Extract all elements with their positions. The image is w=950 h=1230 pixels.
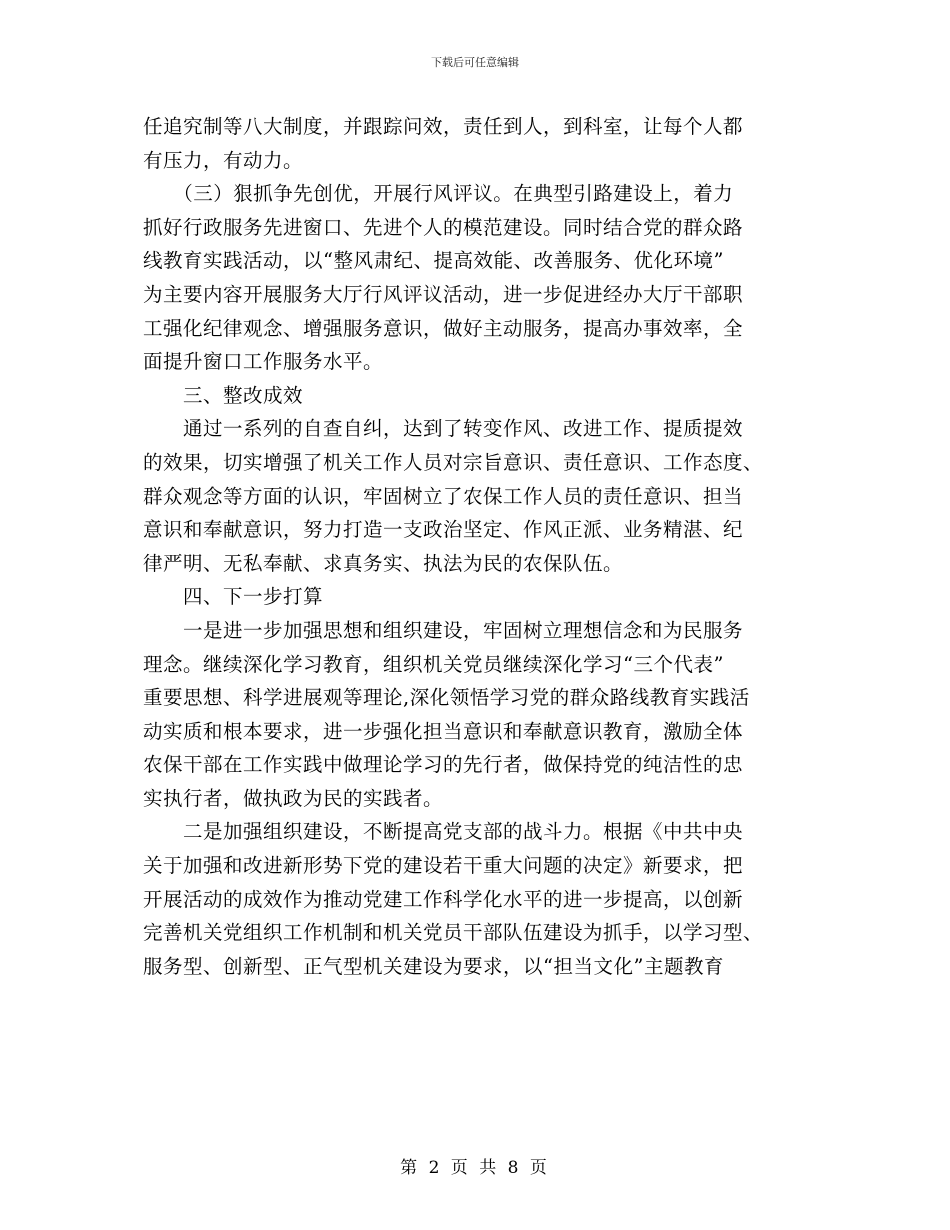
text-line: 实执行者，做执政为民的实践者。 (143, 786, 444, 810)
text-line: 意识和奉献意识，努力打造一支政治坚定、作风正派、业务精湛、纪 (143, 518, 744, 542)
text-line: 有压力，有动力。 (143, 148, 304, 172)
text-line: 群众观念等方面的认识，牢固树立了农保工作人员的责任意识、担当 (143, 484, 744, 508)
page-header-note: 下载后可任意编辑 (431, 56, 519, 69)
text-line: 线教育实践活动，以“整风肃纪、提高效能、改善服务、优化环境” (143, 249, 724, 273)
section-heading: 四、下一步打算 (143, 585, 324, 609)
text-line: （三）狠抓争先创优，开展行风评议。在典型引路建设上，着力 (143, 182, 734, 206)
text-line: 律严明、无私奉献、求真务实、执法为民的农保队伍。 (143, 551, 624, 575)
text-line: 抓好行政服务先进窗口、先进个人的模范建设。同时结合党的群众路 (143, 215, 744, 239)
text-line: 理念。继续深化学习教育，组织机关党员继续深化学习“三个代表” (143, 652, 724, 676)
text-line: 任追究制等八大制度，并跟踪问效，责任到人，到科室，让每个人都 (143, 115, 744, 138)
text-line: 面提升窗口工作服务水平。 (143, 350, 384, 374)
text-line: 开展活动的成效作为推动党建工作科学化水平的进一步提高，以创新 (143, 887, 744, 911)
text-line: 动实质和根本要求，进一步强化担当意识和奉献意识教育，激励全体 (143, 719, 744, 743)
text-line: 重要思想、科学进展观等理论,深化领悟学习党的群众路线教育实践活 (143, 686, 750, 710)
text-line: 服务型、创新型、正气型机关建设为要求，以“担当文化”主题教育 (143, 954, 724, 978)
text-line: 农保干部在工作实践中做理论学习的先行者，做保持党的纯洁性的忠 (143, 753, 744, 777)
text-line: 二是加强组织建设，不断提高党支部的战斗力。根据《中共中央 (143, 820, 744, 844)
page-number: 第 2 页 共 8 页 (400, 1158, 550, 1178)
text-line: 为主要内容开展服务大厅行风评议活动，进一步促进经办大厅干部职 (143, 282, 744, 306)
text-line: 完善机关党组织工作机制和机关党员干部队伍建设为抓手，以学习型、 (143, 921, 764, 945)
section-heading: 三、整改成效 (143, 383, 304, 407)
text-line: 关于加强和改进新形势下党的建设若干重大问题的决定》新要求，把 (143, 854, 744, 878)
text-line: 的效果，切实增强了机关工作人员对宗旨意识、责任意识、工作态度、 (143, 450, 764, 474)
document-body (143, 110, 813, 983)
text-line: 通过一系列的自查自纠，达到了转变作风、改进工作、提质提效 (143, 417, 744, 441)
text-line: 一是进一步加强思想和组织建设，牢固树立理想信念和为民服务 (143, 618, 744, 642)
text-line: 工强化纪律观念、增强服务意识，做好主动服务，提高办事效率，全 (143, 316, 744, 340)
